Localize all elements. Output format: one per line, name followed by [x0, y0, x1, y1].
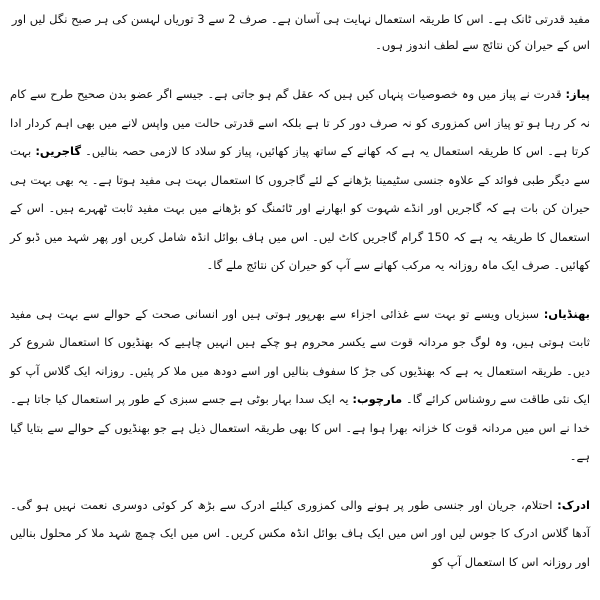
carrots-text: بہت سے دیگر طبی فوائد کے علاوہ جنسی سٹیمینا بڑھانے کے لئے گاجروں کا استعمال بہت ہی مفید ہوتا ہے۔ یہ بھی بہت ہی حیران کن بات ہے کہ گاجریں اور انڈے شہوت کو ابھارنے اور ٹائمنگ کو بڑھانے میں بہت مفید ثابت ٹھہرے ہیں۔ اس کے استعمال کا طریقہ یہ ہے کہ 150 گرام گاجریں کاٹ لیں۔ اس میں ہاف بوائل انڈہ شامل کریں اور پھر شہد میں ڈبو کر کھائیں۔ صرف ایک ماہ روزانہ یہ مرکب کھانے سے آپ کو حیران کن نتائج ملے گا۔: [10, 144, 590, 272]
marchob-text: یہ ایک سدا بہار بوٹی ہے جسے سبزی کے طور پر استعمال کیا جاتا ہے۔ خدا نے اس میں مردانہ قوت کا خزانہ بھرا ہوا ہے۔ اس کا بھی طریقہ استعمال ذیل ہے جو بھنڈیوں کے حوالے سے بتایا گیا ہے۔: [10, 392, 590, 463]
onion-text: قدرت نے پیاز میں وہ خصوصیات پنہاں کیں ہیں کہ عقل گم ہو جاتی ہے۔ جیسے اگر عضو بدن صحیح طرح سے کام نہ کر رہا ہو تو پیاز اس کمزوری کو نہ صرف دور کر تا ہے بلکہ اسے قدرتی حالت میں واپس لانے میں بھی اہم کردار ادا کرتا ہے۔ اس کا طریقہ استعمال یہ ہے کہ کھانے کے ساتھ پیاز کھائیں، پیاز کو سلاد کا لازمی حصہ بنالیں۔: [10, 87, 591, 158]
okra-heading: بھنڈیاں:: [543, 306, 590, 321]
marchob-subheading: مارچوب:: [352, 392, 403, 406]
onion-heading: پیاز:: [565, 87, 590, 101]
carrots-subheading: گاجریں:: [35, 144, 82, 158]
intro-paragraph: مفید قدرتی ٹانک ہے۔ اس کا طریقہ استعمال نہایت ہی آسان ہے۔ صرف 2 سے 3 توریاں لہسن کی ہر صبح نگل لیں اور اس کے حیران کن نتائج سے لطف اندوز ہوں۔: [11, 12, 590, 52]
okra-section: [10, 300, 590, 471]
ginger-text: احتلام، جریان اور جنسی طور پر ہونے والی کمزوری کیلئے ادرک سے بڑھ کر کوئی دوسری نعمت نہیں ہو گی۔ آدھا گلاس ادرک کا جوس لیں اور اس میں ایک ہاف بوائل انڈہ مکس کریں۔ اس میں ایک چمچ شہد ملا کر محلول بنالیں اور روزانہ اس کا استعمال آپ کو: [10, 497, 590, 569]
okra-text: سبزیاں ویسے تو بہت سے غذائی اجزاء سے بھرپور ہوتی ہیں اور انسانی صحت کے حوالے سے بہت ہی مفید ثابت ہوتی ہیں، وہ لوگ جو مردانہ قوت سے یکسر محروم ہو چکے ہیں انہیں چاہیے کہ بھنڈیوں کا استعمال شروع کر دیں۔ طریقہ استعمال یہ ہے کہ بھنڈیوں کی جڑ کا سفوف بنالیں اور اسے دودھ میں ملا کر پئیں۔ روزانہ ایک گلاس آپ کو ایک نئی طاقت سے روشناس کرائے گا۔: [10, 306, 591, 406]
onion-section: [10, 80, 590, 280]
ginger-section: [10, 491, 590, 577]
ginger-heading: ادرک:: [557, 497, 590, 512]
